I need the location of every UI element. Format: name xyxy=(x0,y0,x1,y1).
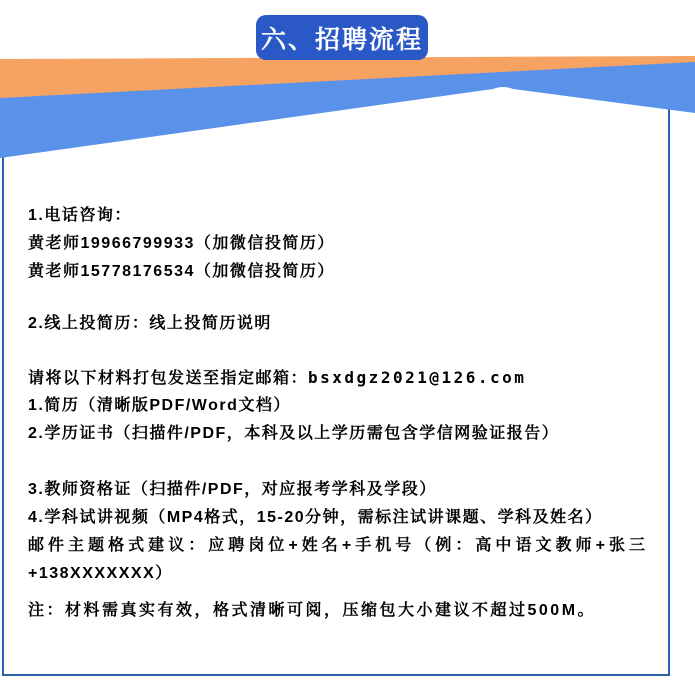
online-resume-heading: 2.线上投简历：线上投简历说明 xyxy=(28,315,272,332)
phone-consult-heading: 1.电话咨询： xyxy=(28,207,132,224)
material-item-3: 3.教师资格证（扫描件/PDF，对应报考学科及学段） xyxy=(28,481,437,498)
phone-line-2: 黄老师15778176534（加微信投简历） xyxy=(28,263,335,280)
note-line: 注：材料需真实有效，格式清晰可阅，压缩包大小建议不超过500M。 xyxy=(28,602,597,619)
material-item-2: 2.学历证书（扫描件/PDF，本科及以上学历需包含学信网验证报告） xyxy=(28,425,560,442)
email-address: bsxdgz2021@126.com xyxy=(308,368,527,387)
material-item-1: 1.简历（清晰版PDF/Word文档） xyxy=(28,397,291,414)
phone-line-1: 黄老师19966799933（加微信投简历） xyxy=(28,235,335,252)
section-title: 六、招聘流程 xyxy=(260,25,423,54)
subject-format-line-2: +138XXXXXXX） xyxy=(28,565,173,582)
material-item-4: 4.学科试讲视频（MP4格式，15-20分钟，需标注试讲课题、学科及姓名） xyxy=(28,509,603,526)
email-instruction-prefix: 请将以下材料打包发送至指定邮箱： xyxy=(28,370,309,387)
email-instruction-line xyxy=(28,364,526,392)
subject-format-line-1: 邮件主题格式建议：应聘岗位+姓名+手机号（例：高中语文教师+张三 xyxy=(28,537,646,554)
